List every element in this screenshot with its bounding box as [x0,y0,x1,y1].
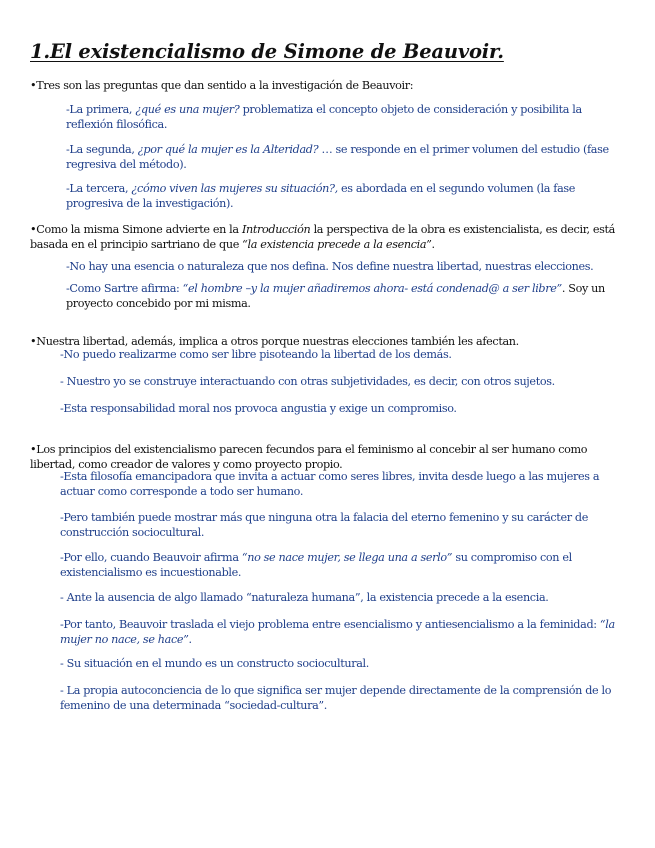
section-4-point-3: -Por ello, cuando Beauvoir afirma “no se nace mujer, se llega una a serlo” su compromiso con el existencialismo es incuestionable. [60,551,572,579]
section-3-point-3: -Esta responsabilidad moral nos provoca angustia y exige un compromiso. [60,402,457,415]
section-4-intro: •Los principios del existencialismo parecen fecundos para el feminismo al concebir al ser humano como libertad, como creador de valores y como proyecto propio. [30,443,588,471]
section-1-intro: •Tres son las preguntas que dan sentido a la investigación de Beauvoir: [30,79,414,92]
section-4-point-4: - Ante la ausencia de algo llamado “naturaleza humana”, la existencia precede a la esencia. [60,591,549,604]
section-4-point-2: -Pero también puede mostrar más que ninguna otra la falacia del eterno femenino y su carácter de construcción sociocultural. [60,511,589,539]
section-2-point-2: -Como Sartre afirma: “el hombre –y la mujer añadiremos ahora- está condenad@ a ser libre”. Soy un proyecto concebido por mi misma. [66,282,605,310]
section-4-point-1: -Esta filosofía emancipadora que invita a actuar como seres libres, invita desde luego a las mujeres a actuar como corresponde a todo ser humano. [60,470,600,498]
page-title: 1.El existencialismo de Simone de Beauvoir. [30,40,504,63]
section-4-point-5: -Por tanto, Beauvoir traslada el viejo problema entre esencialismo y antiesencialismo a la feminidad: “la mujer no nace, se hace”. [60,618,615,646]
section-3-point-2: - Nuestro yo se construye interactuando con otras subjetividades, es decir, con otros sujetos. [60,375,555,388]
section-2-point-1: -No hay una esencia o naturaleza que nos defina. Nos define nuestra libertad, nuestras elecciones. [66,260,594,273]
section-1-question-3: -La tercera, ¿cómo viven las mujeres su situación?, es abordada en el segundo volumen (la fase progresiva de la investigación). [66,182,576,210]
section-1-question-2: -La segunda, ¿por qué la mujer es la Alteridad? … se responde en el primer volumen del estudio (fase regresiva del método). [66,143,609,171]
section-1-question-1: -La primera, ¿qué es una mujer? problematiza el concepto objeto de consideración y posibilita la reflexión filosófica. [66,103,582,131]
section-3-intro: •Nuestra libertad, además, implica a otros porque nuestras elecciones también les afectan. [30,335,519,348]
section-4-point-6: - Su situación en el mundo es un constructo sociocultural. [60,657,369,670]
section-2-intro: •Como la misma Simone advierte en la Introducción la perspectiva de la obra es existencialista, es decir, está basada en el principio sartriano de que “la existencia precede a la esencia”. [30,223,616,251]
section-3-point-1: -No puedo realizarme como ser libre pisoteando la libertad de los demás. [60,348,452,361]
section-4-point-7: - La propia autoconciencia de lo que significa ser mujer depende directamente de la comprensión de lo femenino de una determinada “sociedad-cultura”. [60,684,612,712]
